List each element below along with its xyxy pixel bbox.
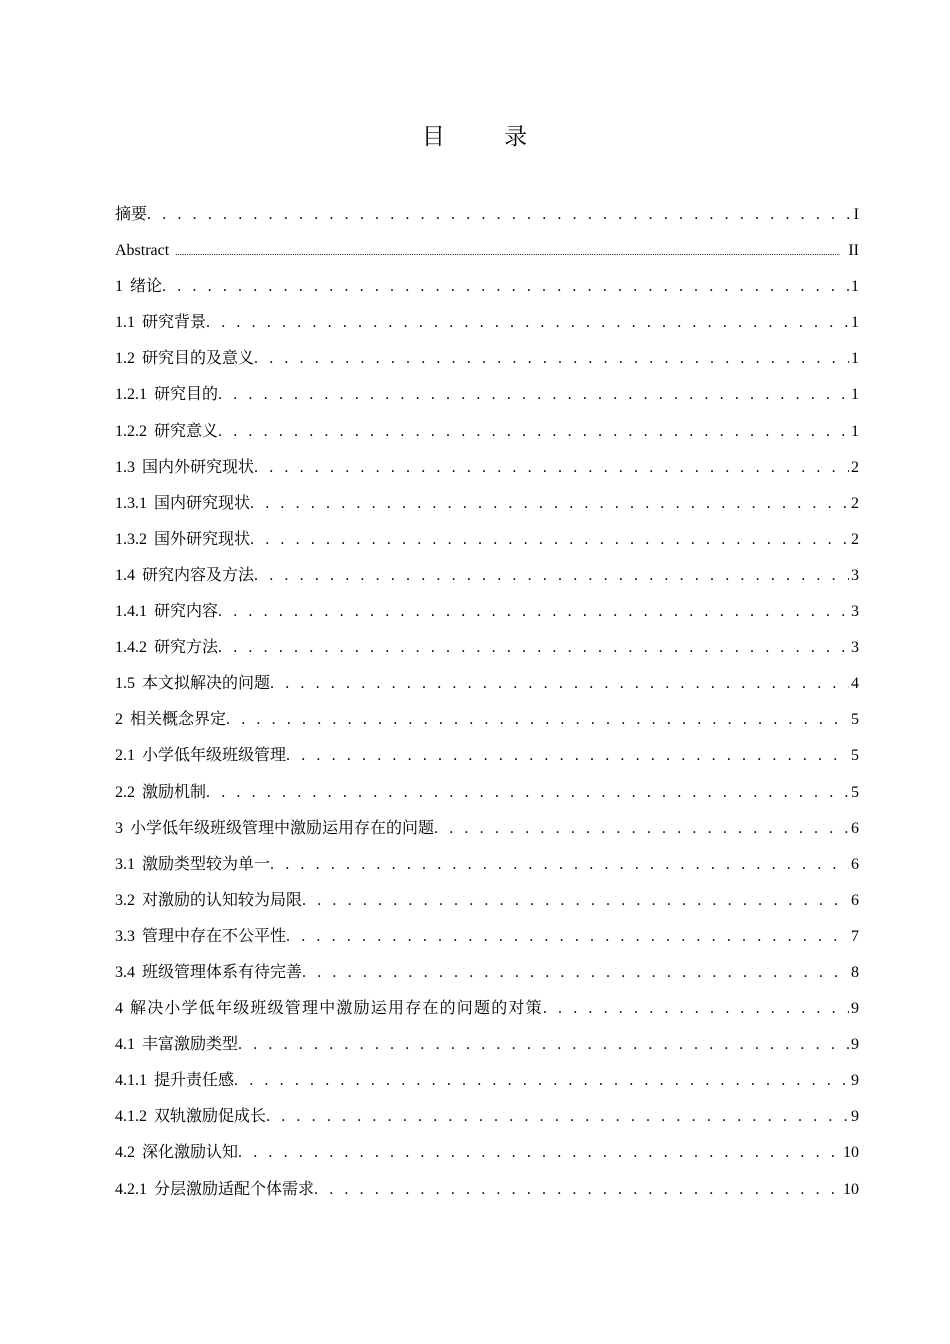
toc-entry-label: 研究内容及方法 [142, 566, 255, 584]
toc-leader-dots [286, 919, 849, 955]
toc-leader-dots [434, 811, 849, 847]
toc-entry-number: 3.4 [115, 963, 135, 981]
toc-title: 目 录 [421, 124, 554, 150]
toc-entry-number: 2 [115, 711, 123, 729]
toc-entry[interactable] [115, 775, 859, 811]
toc-entry-label: 双轨激励促成长 [154, 1108, 267, 1126]
toc-entry[interactable] [115, 377, 859, 413]
toc-entry[interactable] [115, 594, 859, 630]
toc-entry-number: 1.5 [115, 675, 135, 693]
toc-entry-page: 6 [851, 891, 859, 909]
toc-entry-number: 1.2 [115, 350, 135, 368]
toc-entry[interactable] [115, 450, 859, 486]
toc-entry-label: 研究背景 [142, 314, 207, 332]
toc-leader-dots [543, 991, 849, 1027]
toc-entry-number: 1.4.1 [115, 603, 147, 621]
toc-entry-number: 1.4.2 [115, 639, 147, 657]
toc-entry-label: 丰富激励类型 [142, 1036, 239, 1054]
toc-entry-label: 班级管理体系有待完善 [142, 963, 303, 981]
toc-leader-dots [218, 630, 849, 666]
toc-entry[interactable] [115, 269, 859, 305]
toc-entry[interactable] [115, 1135, 859, 1171]
toc-list [115, 197, 859, 1208]
toc-entry-page: 3 [851, 603, 859, 621]
toc-entry-label: 提升责任感 [154, 1072, 235, 1090]
toc-entry[interactable] [115, 883, 859, 919]
toc-entry-page: I [853, 206, 859, 223]
toc-entry-number: 1.2.1 [115, 386, 147, 404]
toc-entry-number: 1.4 [115, 566, 135, 584]
toc-entry[interactable] [115, 486, 859, 522]
toc-entry[interactable] [115, 702, 859, 738]
toc-entry-label: 国内外研究现状 [142, 458, 255, 476]
toc-entry-page: 7 [851, 927, 859, 945]
toc-entry-page: 3 [851, 639, 859, 657]
toc-entry-label: 深化激励认知 [142, 1144, 239, 1162]
toc-leader-dots [302, 955, 849, 991]
toc-entry-page: 2 [851, 494, 859, 512]
toc-entry[interactable] [115, 1172, 859, 1208]
toc-entry-label: 相关概念界定 [130, 711, 227, 729]
toc-entry-label: 激励类型较为单一 [142, 855, 271, 873]
toc-leader-dots [226, 702, 849, 738]
toc-entry-number: 1.3.1 [115, 494, 147, 512]
toc-entry[interactable] [115, 955, 859, 991]
toc-entry-number: 1.3 [115, 458, 135, 476]
toc-leader-dots [238, 1135, 841, 1171]
toc-leader-dots [218, 377, 849, 413]
toc-entry[interactable] [115, 919, 859, 955]
toc-entry[interactable] [115, 305, 859, 341]
toc-entry-page: 1 [851, 350, 859, 368]
toc-entry[interactable] [115, 341, 859, 377]
toc-leader-dots [218, 594, 849, 630]
toc-entry-number: 3.2 [115, 891, 135, 909]
toc-leader-dots [162, 269, 849, 305]
toc-entry-label: 国外研究现状 [154, 530, 251, 548]
toc-leader-dots [314, 1172, 841, 1208]
toc-leader-dots [238, 1027, 849, 1063]
toc-entry-page: 9 [851, 1036, 859, 1054]
toc-entry-number: 4.1.1 [115, 1072, 147, 1090]
toc-entry-page: 10 [843, 1180, 859, 1198]
toc-entry-page: 2 [851, 530, 859, 548]
toc-entry-number: 4.2.1 [115, 1180, 147, 1198]
toc-leader-dots [250, 522, 849, 558]
toc-entry[interactable] [115, 847, 859, 883]
toc-entry-page: 1 [851, 386, 859, 404]
toc-leader-dots [254, 341, 849, 377]
toc-entry-page: 1 [851, 278, 859, 296]
toc-entry-page: 5 [851, 783, 859, 801]
toc-entry-number: 2.1 [115, 747, 135, 765]
toc-entry[interactable] [115, 738, 859, 774]
toc-entry-number: 4.1.2 [115, 1108, 147, 1126]
toc-entry-number: 1 [115, 278, 123, 296]
toc-leader-dots [206, 305, 849, 341]
toc-entry-number: 1.2.2 [115, 422, 147, 440]
toc-entry-label: 研究意义 [154, 422, 219, 440]
toc-entry-page: 8 [851, 963, 859, 981]
toc-entry-page: 10 [843, 1144, 859, 1162]
toc-entry-label: 本文拟解决的问题 [142, 675, 271, 693]
toc-leader-dots [270, 847, 849, 883]
toc-entry[interactable] [115, 414, 859, 450]
toc-entry-page: 6 [851, 819, 859, 837]
toc-leader-dots [218, 414, 849, 450]
toc-entry-page: 5 [851, 711, 859, 729]
toc-entry-page: 9 [851, 1072, 859, 1090]
toc-entry-label: Abstract [115, 242, 170, 260]
toc-entry-page: 6 [851, 855, 859, 873]
toc-entry-page: 9 [851, 1108, 859, 1126]
toc-entry[interactable] [115, 1027, 859, 1063]
toc-leader-dots [147, 197, 852, 233]
toc-entry-page: 1 [851, 422, 859, 440]
toc-entry-label: 分层激励适配个体需求 [154, 1180, 315, 1198]
toc-entry-label: 绪论 [130, 278, 163, 296]
toc-entry[interactable] [115, 522, 859, 558]
toc-entry-number: 3.1 [115, 855, 135, 873]
toc-entry-label: 摘要 [115, 206, 148, 223]
toc-leader-dots [302, 883, 849, 919]
toc-entry-label: 研究方法 [154, 639, 219, 657]
toc-entry-page: 1 [851, 314, 859, 332]
toc-entry-label: 小学低年级班级管理中激励运用存在的问题 [130, 819, 435, 837]
toc-entry[interactable] [115, 811, 859, 847]
toc-entry-label: 解决小学低年级班级管理中激励运用存在的问题的对策 [130, 1000, 543, 1018]
toc-entry-number: 3 [115, 819, 123, 837]
toc-leader-dots [250, 486, 849, 522]
toc-entry[interactable] [115, 630, 859, 666]
toc-entry-number: 4 [115, 1000, 123, 1018]
toc-entry[interactable] [115, 197, 859, 233]
toc-entry-label: 国内研究现状 [154, 494, 251, 512]
toc-entry-number: 3.3 [115, 927, 135, 945]
toc-entry-label: 管理中存在不公平性 [142, 927, 287, 945]
toc-entry-label: 研究目的 [154, 386, 219, 404]
toc-entry-page: 9 [851, 1000, 859, 1018]
toc-entry[interactable] [115, 1099, 859, 1135]
toc-entry-label: 对激励的认知较为局限 [142, 891, 303, 909]
toc-entry-page: 3 [851, 566, 859, 584]
toc-entry-label: 研究内容 [154, 603, 219, 621]
toc-leader-dots [254, 450, 849, 486]
toc-entry-page: II [848, 242, 859, 260]
toc-entry-page: 2 [851, 458, 859, 476]
toc-leader-dots [270, 666, 849, 702]
toc-leader-dots [286, 738, 849, 774]
toc-entry-page: 5 [851, 747, 859, 765]
toc-entry-number: 1.1 [115, 314, 135, 332]
toc-entry[interactable] [115, 558, 859, 594]
toc-leader-dots [254, 558, 849, 594]
toc-entry-label: 激励机制 [142, 783, 207, 801]
toc-entry-number: 4.2 [115, 1144, 135, 1162]
toc-entry[interactable] [115, 991, 859, 1027]
toc-entry[interactable] [115, 233, 859, 269]
toc-leader-dots [234, 1063, 849, 1099]
toc-leader-dots [266, 1099, 849, 1135]
toc-entry-number: 4.1 [115, 1036, 135, 1054]
toc-leader-dots [175, 234, 840, 269]
toc-entry-page: 4 [851, 675, 859, 693]
toc-entry-number: 1.3.2 [115, 530, 147, 548]
toc-entry-label: 研究目的及意义 [142, 350, 255, 368]
toc-entry[interactable] [115, 666, 859, 702]
toc-entry-label: 小学低年级班级管理 [142, 747, 287, 765]
toc-entry-number: 2.2 [115, 783, 135, 801]
toc-leader-dots [206, 775, 849, 811]
toc-entry[interactable] [115, 1063, 859, 1099]
